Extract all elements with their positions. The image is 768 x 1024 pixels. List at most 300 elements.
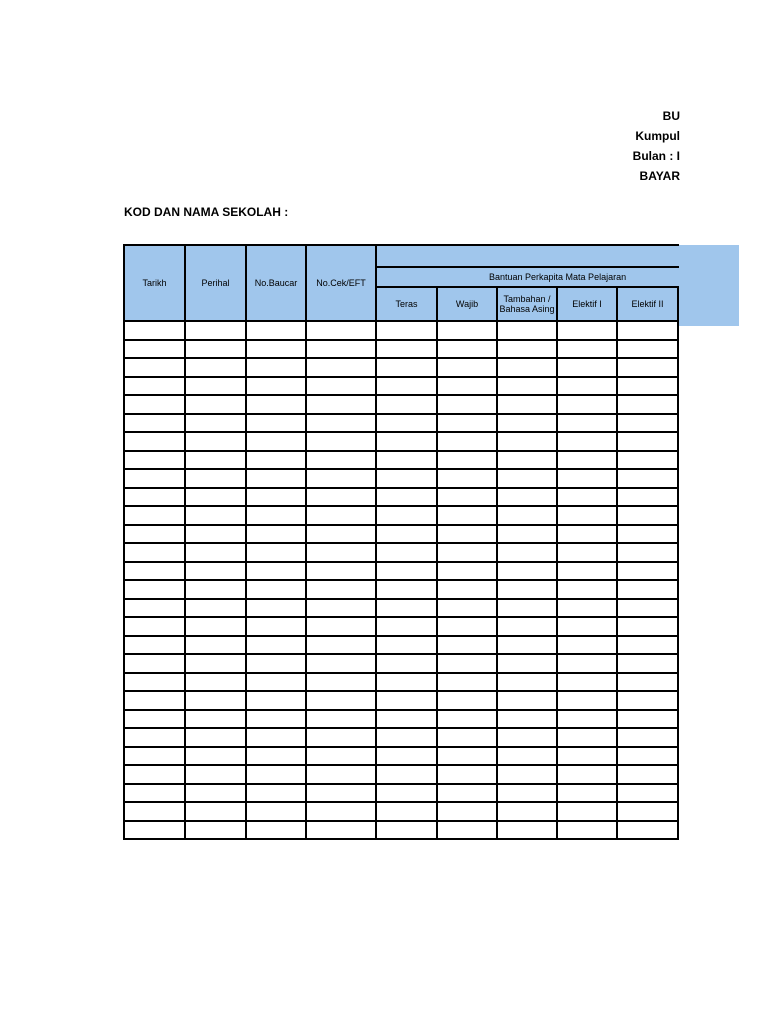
table-cell[interactable]	[306, 358, 376, 377]
table-cell[interactable]	[376, 802, 437, 821]
ledger-table	[123, 244, 679, 840]
table-cell[interactable]	[246, 710, 306, 729]
table-row	[124, 562, 679, 581]
table-cell[interactable]	[437, 562, 497, 581]
table-cell[interactable]	[124, 617, 185, 636]
table-cell[interactable]	[557, 358, 617, 377]
table-cell[interactable]	[306, 710, 376, 729]
table-cell[interactable]	[678, 802, 679, 821]
table-cell[interactable]	[617, 562, 678, 581]
table-cell[interactable]	[617, 525, 678, 544]
table-cell[interactable]	[246, 599, 306, 618]
table-cell[interactable]	[497, 691, 557, 710]
table-cell[interactable]	[124, 784, 185, 803]
table-cell[interactable]	[124, 580, 185, 599]
table-cell[interactable]	[557, 617, 617, 636]
table-cell[interactable]	[617, 358, 678, 377]
table-cell[interactable]	[557, 728, 617, 747]
table-cell[interactable]	[306, 525, 376, 544]
table-cell[interactable]	[185, 377, 246, 396]
table-cell[interactable]	[678, 654, 679, 673]
table-cell[interactable]	[246, 580, 306, 599]
table-cell[interactable]	[246, 358, 306, 377]
table-cell[interactable]	[246, 543, 306, 562]
table-cell[interactable]	[306, 543, 376, 562]
table-cell[interactable]	[185, 784, 246, 803]
table-cell[interactable]	[617, 654, 678, 673]
table-cell[interactable]	[185, 747, 246, 766]
table-cell[interactable]	[437, 691, 497, 710]
table-cell[interactable]	[497, 673, 557, 692]
table-cell[interactable]	[376, 395, 437, 414]
table-cell[interactable]	[185, 636, 246, 655]
table-cell[interactable]	[497, 414, 557, 433]
table-cell[interactable]	[306, 451, 376, 470]
table-cell[interactable]	[246, 525, 306, 544]
table-cell[interactable]	[246, 802, 306, 821]
table-cell[interactable]	[437, 802, 497, 821]
table-cell[interactable]	[617, 377, 678, 396]
heading-line-4: BAYAR	[639, 169, 680, 183]
table-cell[interactable]	[306, 636, 376, 655]
table-cell[interactable]	[246, 340, 306, 359]
table-cell[interactable]	[185, 451, 246, 470]
table-cell[interactable]	[306, 691, 376, 710]
table-cell[interactable]	[306, 414, 376, 433]
table-cell[interactable]	[437, 377, 497, 396]
table-cell[interactable]	[437, 821, 497, 840]
table-cell[interactable]	[497, 340, 557, 359]
table-cell[interactable]	[124, 599, 185, 618]
table-cell[interactable]	[437, 321, 497, 340]
table-cell[interactable]	[124, 691, 185, 710]
table-cell[interactable]	[376, 377, 437, 396]
table-cell[interactable]	[185, 728, 246, 747]
table-cell[interactable]	[617, 451, 678, 470]
table-cell[interactable]	[124, 395, 185, 414]
table-cell[interactable]	[376, 691, 437, 710]
table-cell[interactable]	[306, 802, 376, 821]
table-cell[interactable]	[124, 451, 185, 470]
table-cell[interactable]	[557, 673, 617, 692]
table-cell[interactable]	[185, 321, 246, 340]
table-cell[interactable]	[617, 321, 678, 340]
table-cell[interactable]	[185, 488, 246, 507]
table-cell[interactable]	[185, 802, 246, 821]
table-cell[interactable]	[437, 340, 497, 359]
table-cell[interactable]	[306, 580, 376, 599]
ledger-body	[124, 321, 679, 839]
table-cell[interactable]	[185, 414, 246, 433]
table-cell[interactable]	[437, 395, 497, 414]
table-cell[interactable]	[437, 358, 497, 377]
table-cell[interactable]	[306, 321, 376, 340]
table-cell[interactable]	[306, 432, 376, 451]
table-cell[interactable]	[124, 821, 185, 840]
table-cell[interactable]	[557, 580, 617, 599]
table-cell[interactable]	[437, 636, 497, 655]
header-no-baucar: No.Baucar	[246, 245, 306, 321]
table-cell[interactable]	[246, 562, 306, 581]
table-cell[interactable]	[376, 710, 437, 729]
table-cell[interactable]	[557, 802, 617, 821]
table-cell[interactable]	[557, 451, 617, 470]
table-cell[interactable]	[497, 580, 557, 599]
table-cell[interactable]	[306, 673, 376, 692]
table-cell[interactable]	[376, 784, 437, 803]
table-cell[interactable]	[306, 469, 376, 488]
table-cell[interactable]	[497, 488, 557, 507]
table-cell[interactable]	[246, 821, 306, 840]
table-cell[interactable]	[557, 525, 617, 544]
table-cell[interactable]	[376, 506, 437, 525]
table-cell[interactable]	[557, 506, 617, 525]
table-cell[interactable]	[376, 821, 437, 840]
header-tambahan-bahasa-asing: Tambahan / Bahasa Asing	[497, 287, 557, 321]
table-cell[interactable]	[437, 543, 497, 562]
table-cell[interactable]	[497, 821, 557, 840]
table-cell[interactable]	[497, 710, 557, 729]
table-cell[interactable]	[306, 617, 376, 636]
table-cell[interactable]	[376, 432, 437, 451]
table-cell[interactable]	[557, 562, 617, 581]
table-cell[interactable]	[678, 673, 679, 692]
table-row	[124, 451, 679, 470]
table-cell[interactable]	[617, 728, 678, 747]
table-cell[interactable]	[246, 747, 306, 766]
table-cell[interactable]	[437, 654, 497, 673]
table-cell[interactable]	[246, 506, 306, 525]
table-cell[interactable]	[678, 784, 679, 803]
table-cell[interactable]	[124, 488, 185, 507]
table-cell[interactable]	[246, 469, 306, 488]
table-cell[interactable]	[246, 451, 306, 470]
table-row	[124, 414, 679, 433]
table-cell[interactable]	[617, 765, 678, 784]
table-cell[interactable]	[124, 340, 185, 359]
table-cell[interactable]	[124, 358, 185, 377]
table-cell[interactable]	[497, 765, 557, 784]
table-cell[interactable]	[678, 525, 679, 544]
table-cell[interactable]	[124, 728, 185, 747]
table-cell[interactable]	[617, 599, 678, 618]
table-cell[interactable]	[497, 784, 557, 803]
table-cell[interactable]	[497, 747, 557, 766]
table-cell[interactable]	[557, 488, 617, 507]
table-cell[interactable]	[376, 340, 437, 359]
table-cell[interactable]	[497, 728, 557, 747]
table-cell[interactable]	[678, 747, 679, 766]
table-cell[interactable]	[557, 710, 617, 729]
table-cell[interactable]	[185, 654, 246, 673]
table-cell[interactable]	[617, 802, 678, 821]
table-cell[interactable]	[306, 654, 376, 673]
table-cell[interactable]	[376, 673, 437, 692]
table-cell[interactable]	[617, 432, 678, 451]
table-cell[interactable]	[437, 525, 497, 544]
table-cell[interactable]	[437, 765, 497, 784]
table-row	[124, 765, 679, 784]
table-cell[interactable]	[437, 488, 497, 507]
table-cell[interactable]	[306, 728, 376, 747]
table-cell[interactable]	[185, 562, 246, 581]
table-cell[interactable]	[124, 469, 185, 488]
table-cell[interactable]	[437, 747, 497, 766]
table-cell[interactable]	[497, 469, 557, 488]
table-cell[interactable]	[617, 784, 678, 803]
table-cell[interactable]	[306, 506, 376, 525]
table-cell[interactable]	[617, 395, 678, 414]
table-cell[interactable]	[617, 636, 678, 655]
heading-line-3: Bulan : I	[632, 149, 680, 163]
table-cell[interactable]	[497, 617, 557, 636]
table-cell[interactable]	[124, 506, 185, 525]
table-cell[interactable]	[437, 728, 497, 747]
table-cell[interactable]	[497, 506, 557, 525]
table-cell[interactable]	[246, 728, 306, 747]
table-row	[124, 802, 679, 821]
table-cell[interactable]	[306, 488, 376, 507]
table-cell[interactable]	[497, 636, 557, 655]
table-row	[124, 617, 679, 636]
table-cell[interactable]	[376, 414, 437, 433]
table-cell[interactable]	[246, 321, 306, 340]
table-cell[interactable]	[306, 377, 376, 396]
table-cell[interactable]	[185, 580, 246, 599]
table-cell[interactable]	[497, 599, 557, 618]
table-cell[interactable]	[557, 691, 617, 710]
table-cell[interactable]	[376, 525, 437, 544]
table-cell[interactable]	[246, 617, 306, 636]
table-cell[interactable]	[617, 710, 678, 729]
table-cell[interactable]	[678, 580, 679, 599]
table-cell[interactable]	[678, 710, 679, 729]
table-cell[interactable]	[306, 562, 376, 581]
table-cell[interactable]	[617, 691, 678, 710]
table-cell[interactable]	[185, 617, 246, 636]
table-cell[interactable]	[678, 395, 679, 414]
table-row	[124, 691, 679, 710]
table-cell[interactable]	[557, 747, 617, 766]
table-cell[interactable]	[246, 673, 306, 692]
table-cell[interactable]	[246, 377, 306, 396]
table-cell[interactable]	[617, 469, 678, 488]
table-cell[interactable]	[678, 358, 679, 377]
table-cell[interactable]	[246, 432, 306, 451]
table-cell[interactable]	[185, 599, 246, 618]
table-cell[interactable]	[557, 469, 617, 488]
table-cell[interactable]	[497, 525, 557, 544]
table-cell[interactable]	[497, 395, 557, 414]
table-cell[interactable]	[437, 414, 497, 433]
table-cell[interactable]	[678, 765, 679, 784]
table-cell[interactable]	[678, 617, 679, 636]
table-cell[interactable]	[678, 506, 679, 525]
table-cell[interactable]	[124, 432, 185, 451]
table-cell[interactable]	[246, 691, 306, 710]
table-cell[interactable]	[306, 765, 376, 784]
table-cell[interactable]	[557, 784, 617, 803]
table-cell[interactable]	[557, 321, 617, 340]
table-cell[interactable]	[185, 358, 246, 377]
table-cell[interactable]	[376, 488, 437, 507]
table-cell[interactable]	[557, 543, 617, 562]
table-cell[interactable]	[678, 488, 679, 507]
table-cell[interactable]	[437, 673, 497, 692]
table-cell[interactable]	[376, 358, 437, 377]
table-cell[interactable]	[497, 321, 557, 340]
table-cell[interactable]	[376, 562, 437, 581]
table-cell[interactable]	[678, 821, 679, 840]
table-cell[interactable]	[185, 469, 246, 488]
table-cell[interactable]	[497, 562, 557, 581]
heading-line-2: Kumpul	[635, 129, 680, 143]
table-cell[interactable]	[185, 673, 246, 692]
table-cell[interactable]	[124, 673, 185, 692]
table-cell[interactable]	[246, 636, 306, 655]
table-cell[interactable]	[617, 543, 678, 562]
header-wajib: Wajib	[437, 287, 497, 321]
table-cell[interactable]	[376, 617, 437, 636]
table-cell[interactable]	[185, 395, 246, 414]
table-cell[interactable]	[437, 784, 497, 803]
table-cell[interactable]	[678, 599, 679, 618]
table-cell[interactable]	[678, 321, 679, 340]
table-cell[interactable]	[306, 747, 376, 766]
table-cell[interactable]	[557, 636, 617, 655]
table-cell[interactable]	[437, 432, 497, 451]
table-cell[interactable]	[497, 358, 557, 377]
table-cell[interactable]	[376, 469, 437, 488]
table-cell[interactable]	[246, 395, 306, 414]
table-cell[interactable]	[124, 377, 185, 396]
table-cell[interactable]	[497, 377, 557, 396]
table-cell[interactable]	[497, 451, 557, 470]
table-cell[interactable]	[376, 654, 437, 673]
table-cell[interactable]	[617, 747, 678, 766]
table-cell[interactable]	[124, 710, 185, 729]
table-cell[interactable]	[124, 562, 185, 581]
table-cell[interactable]	[437, 506, 497, 525]
table-cell[interactable]	[557, 340, 617, 359]
table-cell[interactable]	[497, 543, 557, 562]
table-cell[interactable]	[437, 469, 497, 488]
table-cell[interactable]	[185, 340, 246, 359]
table-cell[interactable]	[557, 414, 617, 433]
table-cell[interactable]	[124, 765, 185, 784]
table-cell[interactable]	[617, 580, 678, 599]
table-cell[interactable]	[185, 525, 246, 544]
table-cell[interactable]	[678, 451, 679, 470]
table-cell[interactable]	[437, 599, 497, 618]
table-cell[interactable]	[617, 414, 678, 433]
table-cell[interactable]	[124, 654, 185, 673]
table-cell[interactable]	[124, 321, 185, 340]
table-cell[interactable]	[557, 821, 617, 840]
table-cell[interactable]	[306, 599, 376, 618]
table-cell[interactable]	[246, 414, 306, 433]
table-cell[interactable]	[557, 395, 617, 414]
table-cell[interactable]	[678, 543, 679, 562]
table-cell[interactable]	[376, 321, 437, 340]
table-cell[interactable]	[376, 765, 437, 784]
table-cell[interactable]	[124, 525, 185, 544]
table-cell[interactable]	[678, 636, 679, 655]
table-cell[interactable]	[124, 414, 185, 433]
table-cell[interactable]	[437, 580, 497, 599]
table-cell[interactable]	[124, 802, 185, 821]
table-cell[interactable]	[678, 377, 679, 396]
table-row	[124, 488, 679, 507]
table-cell[interactable]	[557, 599, 617, 618]
table-cell[interactable]	[376, 599, 437, 618]
table-cell[interactable]	[376, 580, 437, 599]
table-cell[interactable]	[497, 432, 557, 451]
table-cell[interactable]	[306, 784, 376, 803]
table-cell[interactable]	[617, 617, 678, 636]
table-cell[interactable]	[185, 821, 246, 840]
table-cell[interactable]	[617, 821, 678, 840]
table-cell[interactable]	[185, 691, 246, 710]
table-cell[interactable]	[557, 765, 617, 784]
table-cell[interactable]	[124, 636, 185, 655]
table-row	[124, 821, 679, 840]
table-cell[interactable]	[246, 488, 306, 507]
table-cell[interactable]	[617, 506, 678, 525]
table-cell[interactable]	[557, 432, 617, 451]
table-cell[interactable]	[497, 802, 557, 821]
table-cell[interactable]	[678, 691, 679, 710]
table-cell[interactable]	[376, 543, 437, 562]
table-cell[interactable]	[246, 765, 306, 784]
school-code-label: KOD DAN NAMA SEKOLAH :	[124, 205, 289, 219]
table-cell[interactable]	[557, 377, 617, 396]
table-cell[interactable]	[557, 654, 617, 673]
table-cell[interactable]	[617, 488, 678, 507]
table-cell[interactable]	[497, 654, 557, 673]
table-cell[interactable]	[185, 506, 246, 525]
table-cell[interactable]	[124, 543, 185, 562]
table-cell[interactable]	[185, 765, 246, 784]
table-cell[interactable]	[246, 654, 306, 673]
table-cell[interactable]	[306, 821, 376, 840]
table-cell[interactable]	[306, 340, 376, 359]
table-cell[interactable]	[376, 451, 437, 470]
table-row	[124, 469, 679, 488]
table-cell[interactable]	[306, 395, 376, 414]
table-cell[interactable]	[185, 432, 246, 451]
table-cell[interactable]	[437, 617, 497, 636]
table-cell[interactable]	[678, 469, 679, 488]
table-cell[interactable]	[376, 747, 437, 766]
table-cell[interactable]	[185, 543, 246, 562]
table-cell[interactable]	[678, 414, 679, 433]
header-perihal: Perihal	[185, 245, 246, 321]
table-cell[interactable]	[678, 728, 679, 747]
table-cell[interactable]	[124, 747, 185, 766]
table-cell[interactable]	[437, 451, 497, 470]
table-cell[interactable]	[617, 340, 678, 359]
table-cell[interactable]	[376, 636, 437, 655]
table-cell[interactable]	[678, 340, 679, 359]
table-cell[interactable]	[185, 710, 246, 729]
table-cell[interactable]	[246, 784, 306, 803]
table-cell[interactable]	[678, 562, 679, 581]
table-cell[interactable]	[376, 728, 437, 747]
table-cell[interactable]	[678, 432, 679, 451]
table-cell[interactable]	[437, 710, 497, 729]
table-cell[interactable]	[617, 673, 678, 692]
